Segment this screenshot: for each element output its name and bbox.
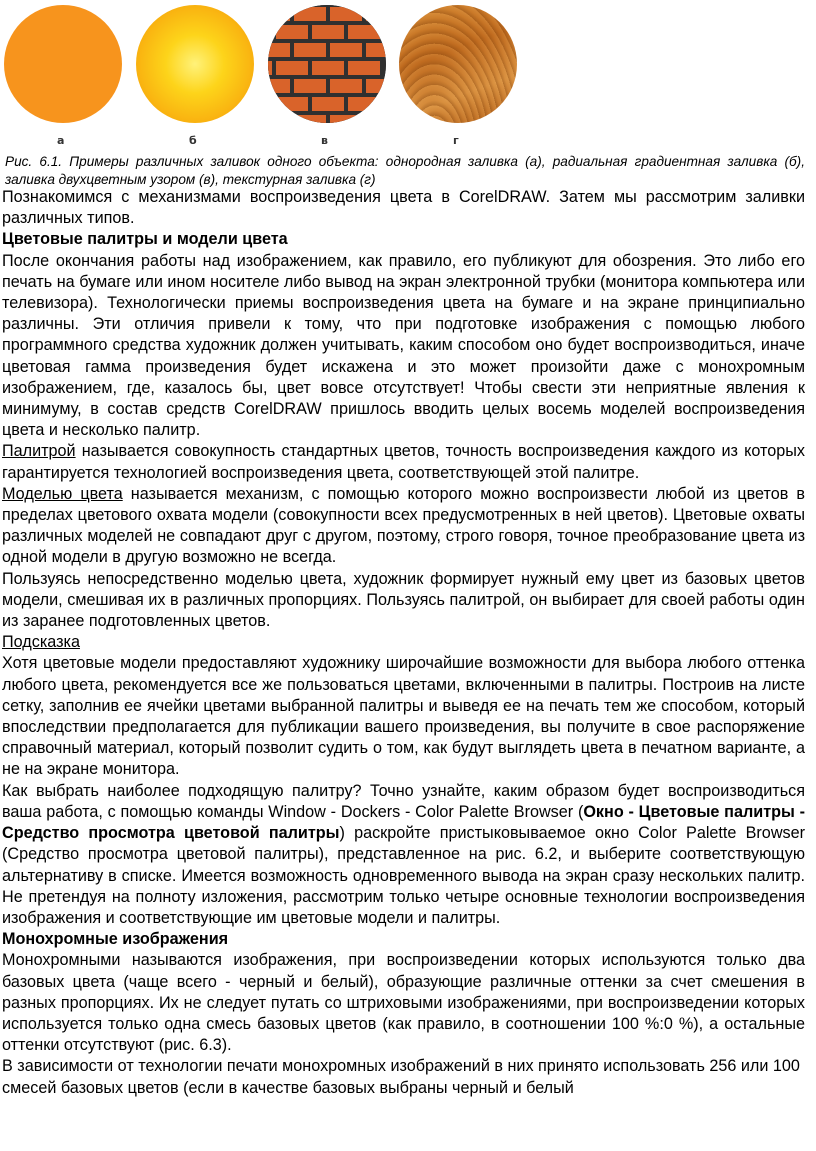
brick-pattern-fill-circle [268,5,386,123]
paragraph-publication: После окончания работы над изображением, как правило, его публикуют для обозрения. Это либо его печать на бумаге или ином носителе либо вывод на экран электронной трубки (монитора компьютера или телевизора). Технологически приемы воспроизведения цвета на бумаге и на экране принципиально различны. Эти отличия привели к тому, что при подготовке изображения с помощью любого программного средства художник должен учитывать, каким способом оно будет воспроизводиться, иначе цветовая гамма произведения будет искажена и это может произойти даже с монохромным изображением, где, казалось бы, цвет вовсе отсутствует! Чтобы свести эти неприятные явления к минимуму, в состав средств CorelDRAW пришлось вводить целых восемь моделей воспроизведения цвета и несколько палитр. [2,251,805,440]
paragraph-choose-palette [2,781,805,929]
paragraph-palette-definition [2,441,805,483]
uniform-fill-circle [4,5,122,123]
paragraph-hint: Хотя цветовые модели предоставляют художнику широчайшие возможности для выбора любого оттенка любого цвета, рекомендуется все же пользоваться цветами, включенными в палитры. Построив на листе сетку, заполнив ее ячейки цветами выбранной палитры и выведя ее на печать тем же способом, который впоследствии предполагается для публикации вашего произведения, вы получите в свое распоряжение справочный материал, который позволит судить о том, как будут выглядеть цвета в печатном варианте, а не на экране монитора. [2,654,805,779]
figure-caption: Рис. 6.1. Примеры различных заливок одного объекта: однородная заливка (а), радиальная градиентная заливка (б), заливка двухцветным узором (в), текстурная заливка (г) [5,154,805,187]
paragraph-monochrome-printing: В зависимости от технологии печати монохромных изображений в них принято использовать 256 или 100 смесей базовых цветов (если в качестве базовых выбраны черный и белый [2,1057,800,1097]
texture-fill-circle [399,5,517,123]
term-color-model: Моделью цвета [2,484,123,503]
heading-palettes-models: Цветовые палитры и модели цвета [2,230,288,249]
model-definition-text: называется механизм, с помощью которого можно воспроизвести любой из цветов в пределах цветового охвата модели (совокупности всех предусмотренных в ней цветов). Цветовые охваты различных моделей не совпадают друг с другом, поэтому, строго говоря, точное преобразование цвета из одной модели в другую возможно не всегда. [2,484,806,567]
figure-letter-a: а [57,134,65,147]
choose-palette-text-b: ) раскройте пристыковываемое окно Color Palette Browser (Средство просмотра цветовой палитры), представленное на рис. 6.2, и выберите соответствующую альтернативу в списке. Имеется возможность одновременного вывода на экран сразу нескольких палитр. Не претендуя на полноту изложения, рассмотрим только четыре основные технологии воспроизведения изображения и соответствующие им цветовые модели и палитры. [2,824,805,927]
intro-paragraph: Познакомимся с механизмами воспроизведения цвета в CorelDRAW. Затем мы рассмотрим заливки различных типов. [2,188,805,228]
paragraph-model-definition [2,484,805,569]
figure-letter-b: б [189,134,197,147]
figure-letter-v: в [321,134,328,147]
paragraph-monochrome-definition: Монохромными называются изображения, при воспроизведении которых используются только два базовых цвета (чаще всего - черный и белый), образующие различные оттенки за счет смешения в разных пропорциях. Их не следует путать со штриховыми изображениями, при воспроизведении которых используется только одна смесь базовых цветов (как правило, в соотношении 100 %:0 %), а остальные оттенки отсутствуют (рис. 6.3). [2,951,805,1055]
fill-examples-figure [0,0,816,150]
palette-definition-text: называется совокупность стандартных цветов, точность воспроизведения каждого из которых гарантируется технологией воспроизведения цвета, соответствующей этой палитре. [2,442,805,482]
brick-pattern [268,5,386,123]
term-palette: Палитрой [2,442,76,461]
figure-letter-g: г [453,134,459,147]
hint-label [2,632,805,653]
document-body [2,187,805,1099]
hint-text: Подсказка [2,633,80,652]
paragraph-model-vs-palette: Пользуясь непосредственно моделью цвета, художник формирует нужный ему цвет из базовых цветов модели, смешивая их в различных пропорциях. Пользуясь палитрой, он выбирает для своей работы один из заранее подготовленных цветов. [2,569,805,631]
radial-gradient-fill-circle [136,5,254,123]
choose-palette-text-a: Как выбрать наиболее подходящую палитру? Точно узнайте, каким образом будет воспроизводиться ваша работа, с помощью команды Window - Dockers - Color Palette Browser ( [2,781,805,821]
command-path-russian: Окно - Цветовые палитры - Средство просмотра цветовой палитры [2,802,806,843]
heading-monochrome: Монохромные изображения [2,930,229,949]
